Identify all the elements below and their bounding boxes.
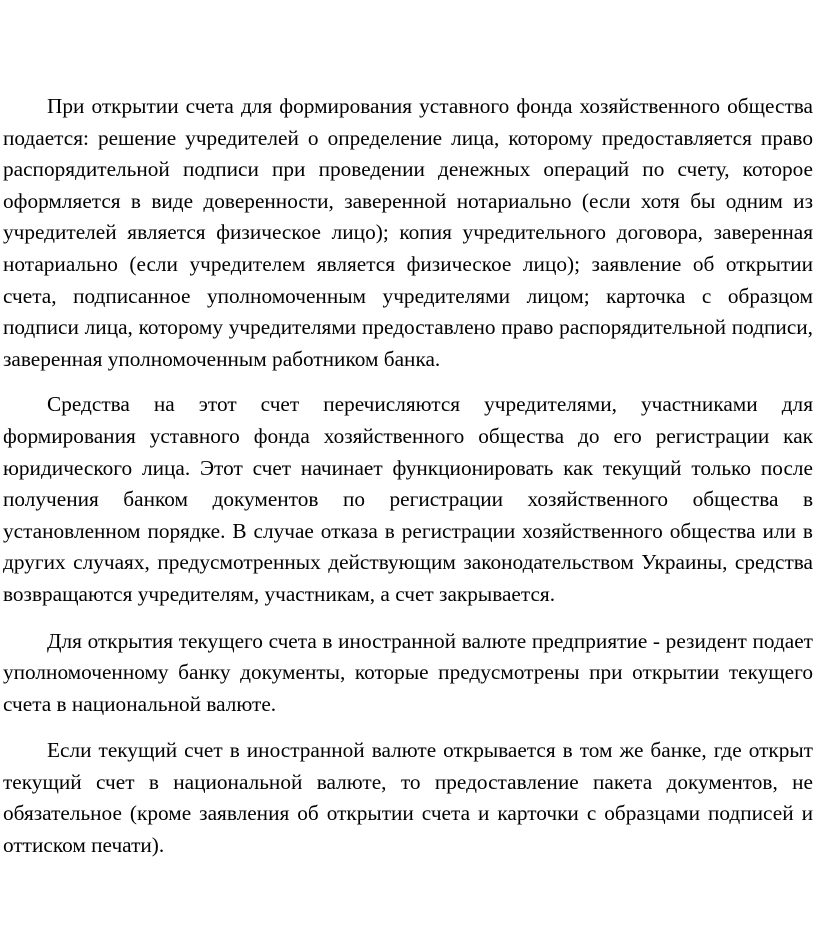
paragraph-funds-transfer: Средства на этот счет перечисляются учредителями, участниками для формирования уставного фонда хозяйственного общества до его регистрации как юридического лица. Этот счет начинает функционировать как текущий только после получения банком документов по регистрации хозяйственного общества в установленном порядке. В случае отказа в регистрации хозяйственного общества или в других случаях, предусмотренных действующим законодательством Украины, средства возвращаются учредителям, участникам, а счет закрывается. [3, 392, 813, 606]
document-page [3, 91, 813, 862]
paragraph-same-bank-account: Если текущий счет в иностранной валюте открывается в том же банке, где открыт текущий счет в национальной валюте, то предоставление пакета документов, не обязательное (кроме заявления об открытии счета и карточки с образцами подписей и оттиском печати). [3, 738, 813, 858]
paragraph-founding-account-documents: При открытии счета для формирования уставного фонда хозяйственного общества подается: решение учредителей о определение лица, которому предоставляется право распорядительной подписи при проведении денежных операций по счету, которое оформляется в виде доверенности, заверенной нотариально (если хотя бы одним из учредителей является физическое лицо); копия учредительного договора, заверенная нотариально (если учредителем является физическое лицо); заявление об открытии счета, подписанное уполномоченным учредителями лицом; карточка с образцом подписи лица, которому учредителями предоставлено право распорядительной подписи, заверенная уполномоченным работником банка. [3, 94, 813, 371]
paragraph-foreign-currency-account: Для открытия текущего счета в иностранной валюте предприятие - резидент подает уполномоченному банку документы, которые предусмотрены при открытии текущего счета в национальной валюте. [3, 628, 813, 716]
